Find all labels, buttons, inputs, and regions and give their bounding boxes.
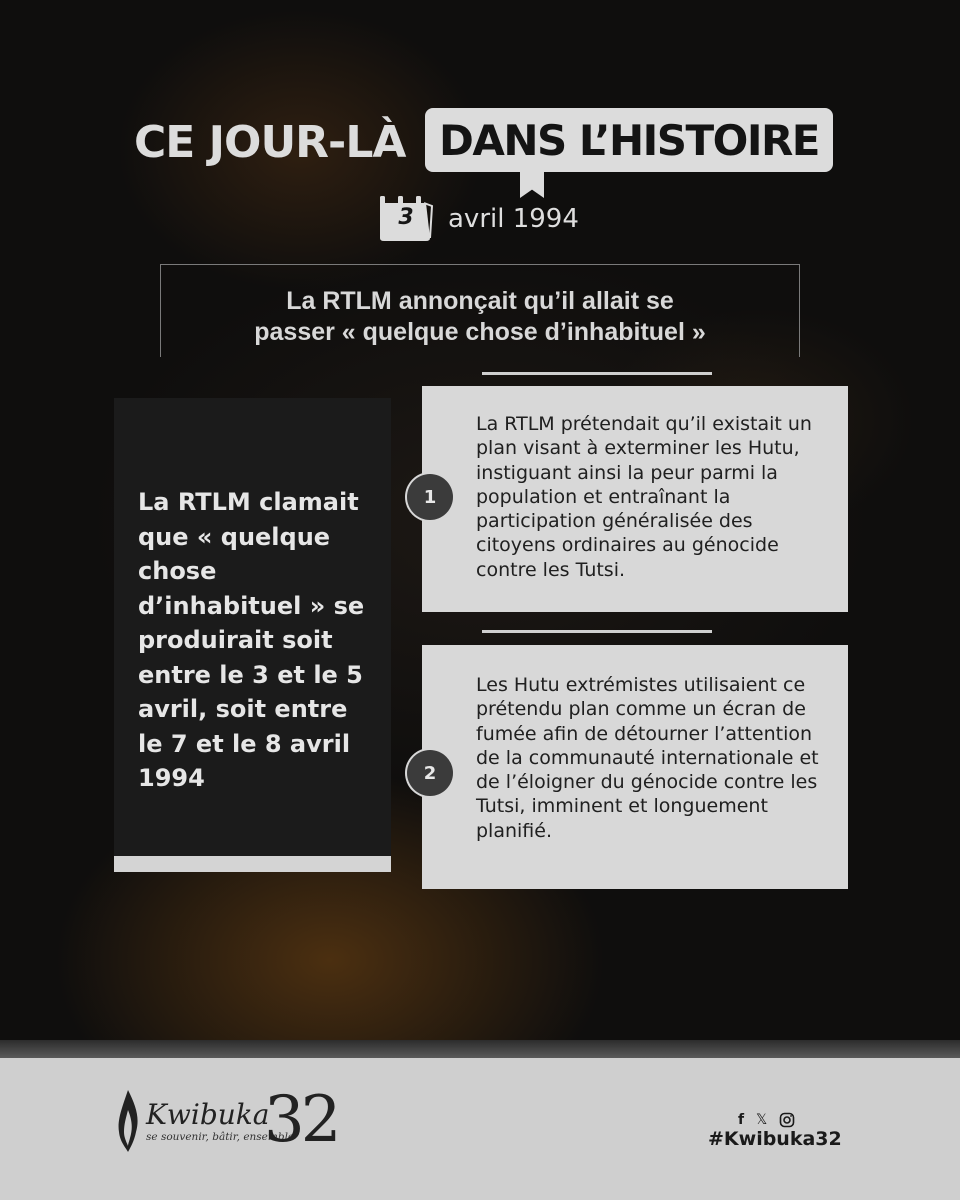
point-text-1: La RTLM prétendait qu’il existait un plan visant à exterminer les Hutu, instiguant ainsi la peur parmi la population et entraînant la participation généralisée des citoyens ordinaires au génocide contre les Tutsi. bbox=[476, 413, 812, 581]
hashtag[interactable]: #Kwibuka32 bbox=[708, 1128, 842, 1150]
date-label: avril 1994 bbox=[448, 204, 579, 234]
point-number-2: 2 bbox=[407, 750, 453, 796]
logo-name: Kwibuka bbox=[146, 1098, 270, 1131]
calendar-day: 3 bbox=[398, 205, 414, 230]
point-number-1: 1 bbox=[407, 474, 453, 520]
title-prefix: CE JOUR-LÀ bbox=[134, 116, 406, 168]
facebook-icon[interactable]: f bbox=[738, 1112, 745, 1128]
instagram-icon[interactable] bbox=[779, 1112, 795, 1128]
highlight-text: La RTLM clamait que « quelque chose d’inhabituel » se produirait soit entre le 3 et le 5 avril, soit entre le 7 et le 8 avril 1994 bbox=[138, 488, 365, 792]
flame-icon bbox=[114, 1088, 142, 1154]
divider-line bbox=[482, 372, 712, 375]
x-icon[interactable]: 𝕏 bbox=[756, 1112, 768, 1128]
logo-number: 32 bbox=[264, 1083, 338, 1157]
point-text-2: Les Hutu extrémistes utilisaient ce prétendu plan comme un écran de fumée afin de détourner l’attention de la communauté internationale et de l’éloigner du génocide contre les Tutsi, imminent et longuement planifié. bbox=[476, 674, 819, 842]
subtitle-line-1: La RTLM annonçait qu’il allait se bbox=[286, 287, 674, 315]
highlight-card-bar bbox=[114, 856, 391, 872]
subtitle-line-2: passer « quelque chose d’inhabituel » bbox=[254, 318, 706, 346]
subtitle bbox=[130, 286, 830, 348]
divider-line bbox=[482, 630, 712, 633]
title-highlight: DANS L’HISTOIRE bbox=[425, 108, 833, 172]
background-divider bbox=[0, 1040, 960, 1058]
logo-tagline: se souvenir, bâtir, ensemble bbox=[146, 1131, 295, 1143]
